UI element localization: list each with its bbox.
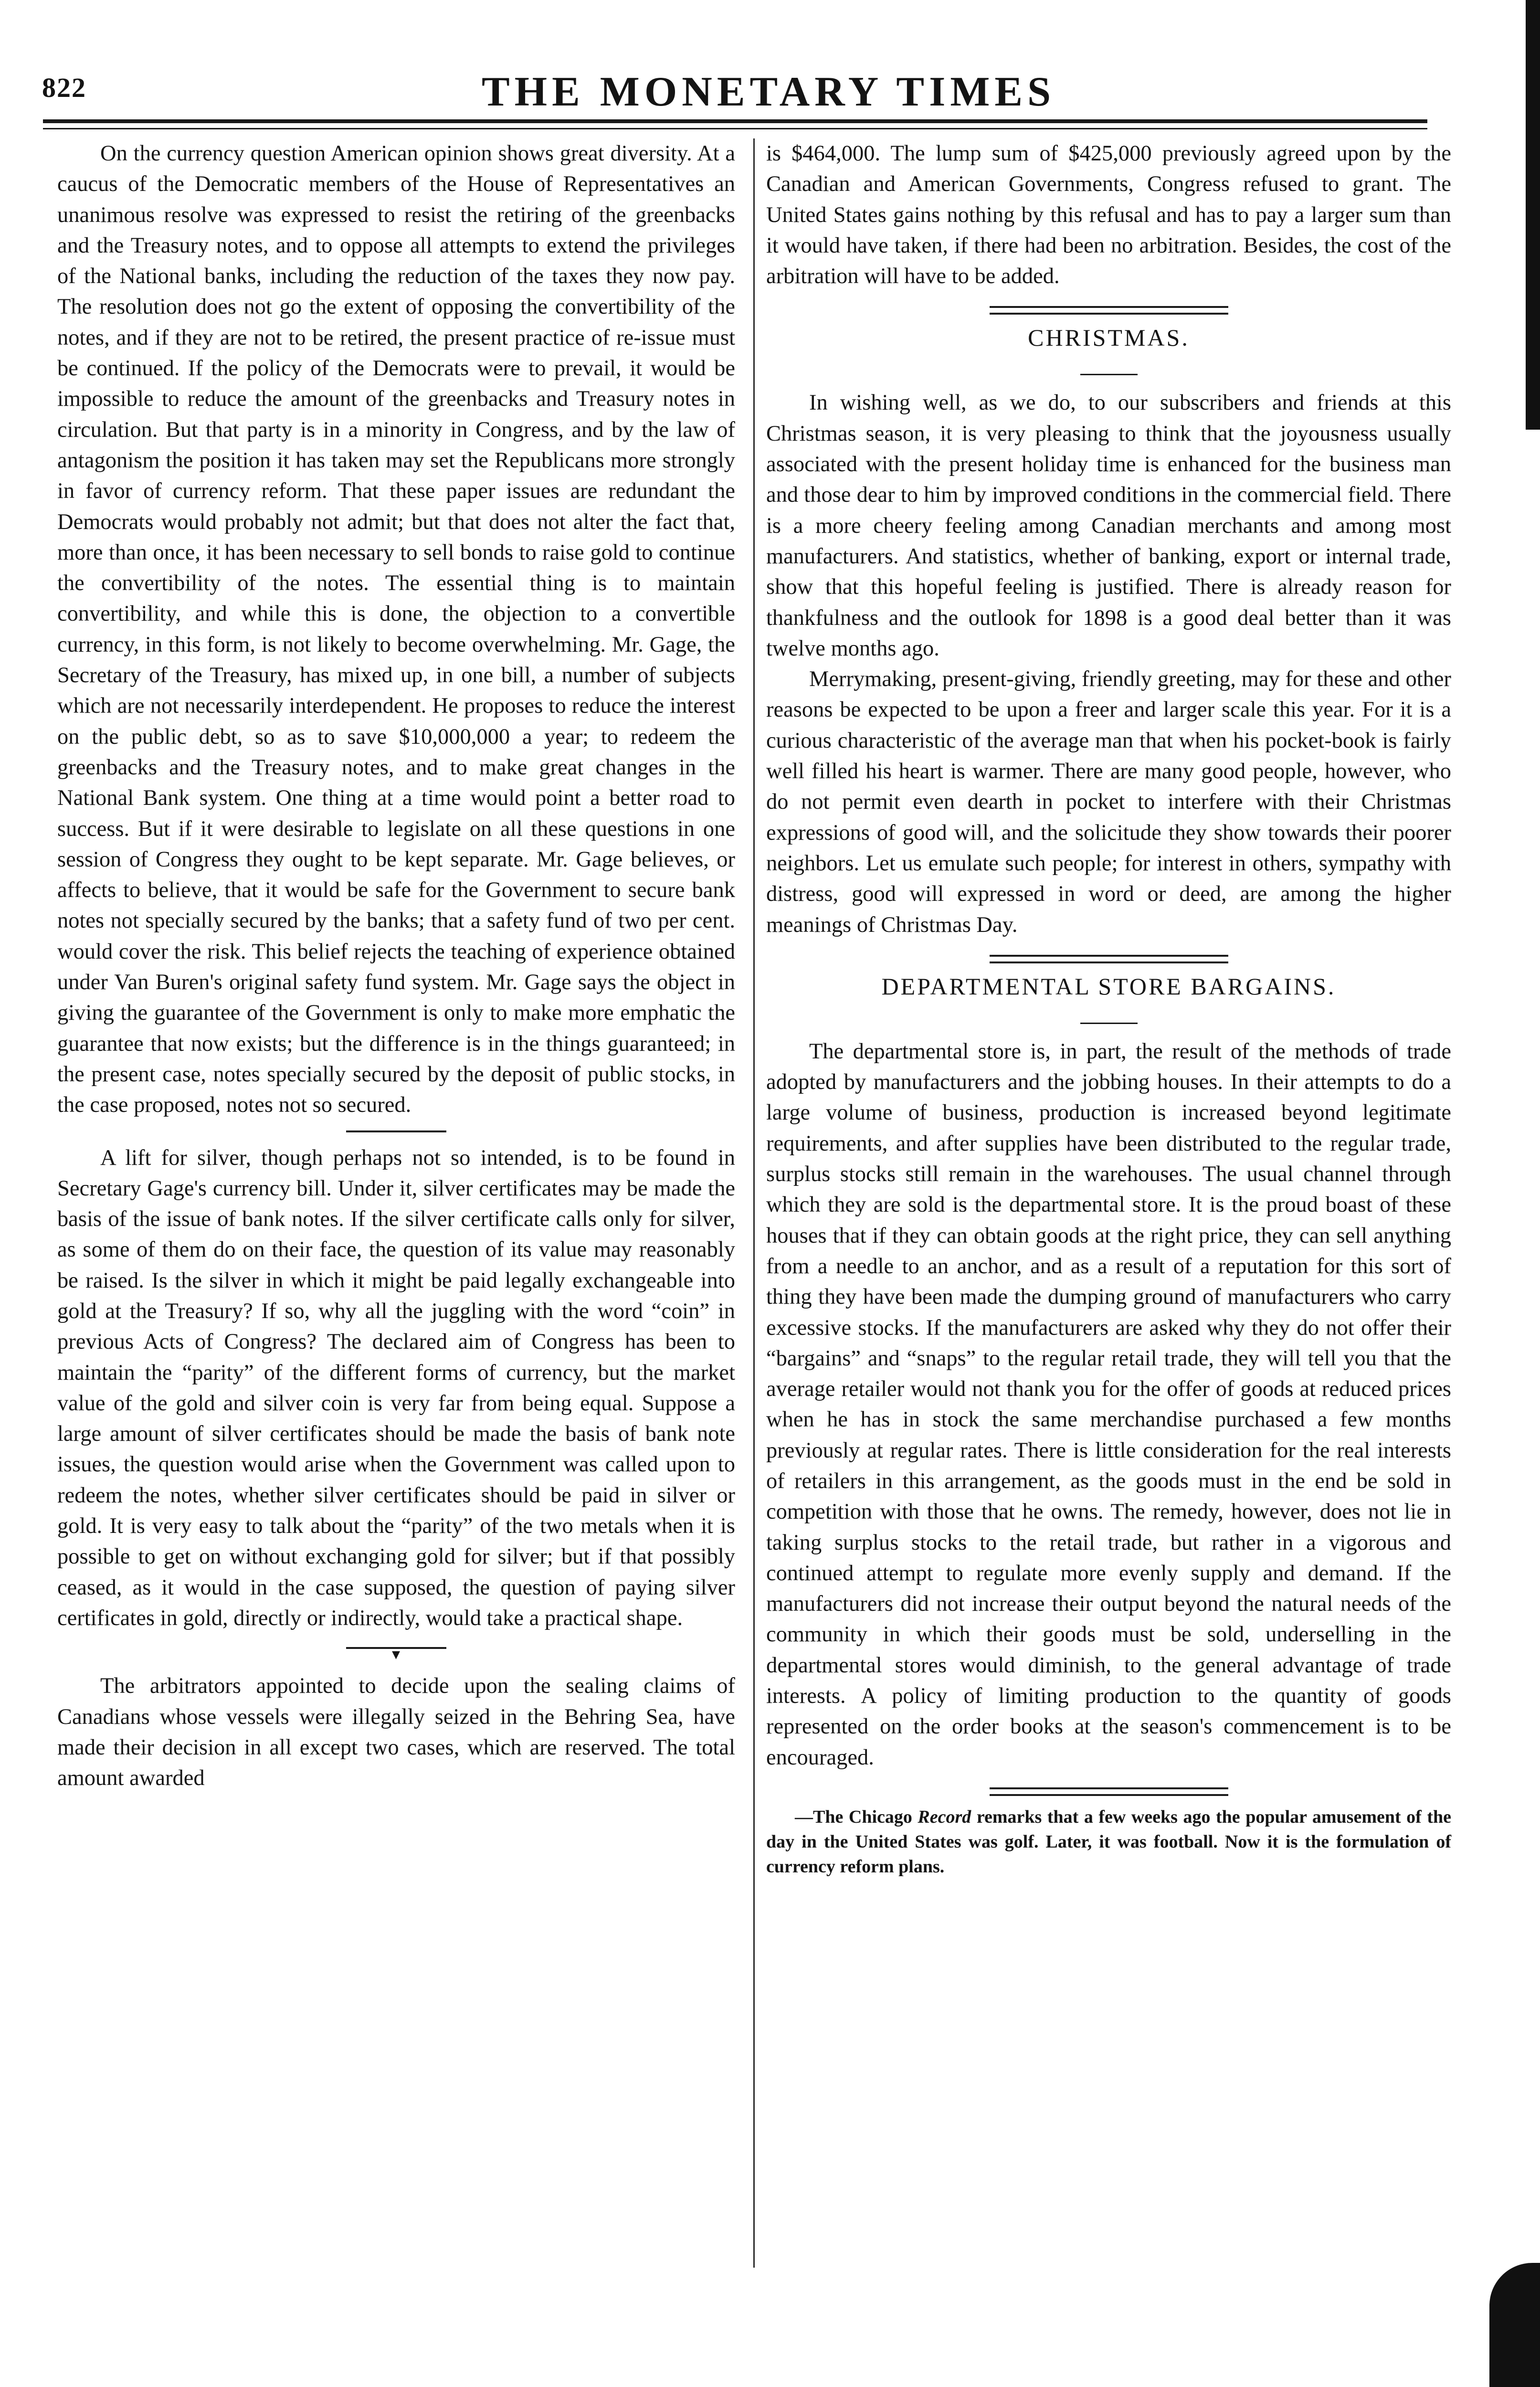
section-double-rule [990,306,1228,315]
section-double-rule [990,955,1228,963]
header-rule-thin [43,128,1427,129]
departmental-stores-paragraph: The departmental store is, in part, the result of the methods of trade adopted by manufacturers and the jobbing houses. In their attempts to do a large volume of business, production is increased beyond legitimate requirements, and after supplies have been distributed to the regular trade, surplus stocks still remain in the warehouses. The usual channel through which they are sold is the departmental store. It is the proud boast of these houses that if they can obtain goods at the right price, they can sell anything from a needle to an anchor, and as a result of a reputation for this sort of thing they have been made the dumping ground of manufacturers who carry excessive stocks. If the manufacturers are asked why they do not offer their “bargains” and “snaps” to the regular retail trade, they will tell you that the average retailer would not thank you for the offer of goods at reduced prices when he has in stock the same merchandise purchased a few months previously at regular rates. There is little consideration for the real interests of retailers in this arrangement, as the goods must in the end be sold in competition with those that he owns. The remedy, however, does not lie in taking surplus stocks to the retail trade, but rather in a vigorous and continued attempt to regulate more evenly supply and demand. If the manufacturers did not increase their output beyond the natural needs of the community in which their goods must be sold, underselling in the departmental stores would diminish, to the general advantage of trade interests. A policy of limiting production to the quantity of goods represented on the order books at the season's commencement is to be encouraged. [766,1039,1451,1770]
page-number: 822 [42,72,86,103]
footnote-rest: remarks that a few weeks ago the popular amusement of the day in the United States was golf. Later, it was football. Now it is the formulation of currency reform plans. [766,1806,1451,1877]
christmas-paragraph-1: In wishing well, as we do, to our subscribers and friends at this Christmas season, it is very pleasing to think that the joyousness usually associated with the present holiday time is enhanced for the business man and those dear to him by improved conditions in the commercial field. There is a more cheery feeling among Canadian merchants and among most manufacturers. And statistics, whether of banking, export or internal trade, show that this hopeful feeling is justified. There is already reason for thankfulness and the outlook for 1898 is a good deal better than it was twelve months ago. [766,391,1451,661]
footnote-publication: Record [918,1806,971,1827]
silver-paragraph: A lift for silver, though perhaps not so intended, is to be found in Secretary Gage's currency bill. Under it, silver certificates may be made the basis of the issue of bank notes. If the silver certificate calls only for silver, as some of them do on their face, the question of its value may reasonably be raised. Is the silver in which it might be paid legally exchangeable into gold at the Treasury? If so, why all the juggling with the word “coin” in previous Acts of Congress? The declared aim of Congress has been to maintain the “parity” of the different forms of currency, but the market value of the gold and silver coin is very far from being equal. Suppose a large amount of silver certificates should be made the basis of bank note issues, the question would arise when the Government was called upon to redeem the notes, whether silver certificates should be paid in silver or gold. It is very easy to talk about the “parity” of the two metals when it is possible to get on without exchanging gold for silver; but if that possibly ceased, as it would in the case supposed, the question of paying silver certificates in gold, directly or indirectly, would take a practical shape. [57,1145,735,1630]
header-rule [43,119,1427,123]
scan-corner-shadow [1489,2263,1540,2387]
footnote-lead: —The Chicago [795,1806,918,1827]
masthead-title: THE MONETARY TIMES [481,69,1056,115]
right-column [766,138,1451,1879]
section-separator [346,1130,446,1132]
arbitrators-paragraph: The arbitrators appointed to decide upon the sealing claims of Canadians whose vessels were illegally seized in the Behring Sea, have made their decision in all except two cases, which are reserved. The total amount awarded [57,1674,735,1791]
heading-underline [1080,374,1138,375]
left-column [57,138,735,1794]
departmental-stores-heading: DEPARTMENTAL STORE BARGAINS. [881,972,1336,1000]
christmas-heading: CHRISTMAS. [1028,324,1190,351]
christmas-paragraph-2: Merrymaking, present-giving, friendly greeting, may for these and other reasons be expected to be upon a freer and larger scale this year. For it is a curious characteristic of the average man that when his pocket-book is fairly well filled his heart is warmer. There are many good people, however, who do not permit even dearth in pocket to interfere with their Christmas expressions of good will, and the solicitude they show towards their poorer neighbors. Let us emulate such people; for interest in others, sympathy with distress, good will expressed in word or deed, are among the higher meanings of Christmas Day. [766,667,1451,937]
arbitration-continuation: is $464,000. The lump sum of $425,000 previously agreed upon by the Canadian and American Governments, Congress refused to grant. The United States gains nothing by this refusal and has to pay a larger sum than it would have taken, if there had been no arbitration. Besides, the cost of the arbitration will have to be added. [766,141,1451,289]
column-divider [753,138,755,2268]
currency-question-paragraph: On the currency question American opinion shows great diversity. At a caucus of the Democratic members of the House of Representatives an unanimous resolve was expressed to resist the retiring of the greenbacks and the Treasury notes, and to oppose all attempts to extend the privileges of the National banks, including the reduction of the taxes they now pay. The resolution does not go the extent of opposing the convertibility of the notes, and if they are not to be retired, the present practice of re-issue must be continued. If the policy of the Democrats were to prevail, it would be impossible to reduce the amount of the greenbacks and Treasury notes in circulation. But that party is in a minority in Congress, and by the law of antagonism the position it has taken may set the Republicans more strongly in favor of currency reform. That these paper issues are redundant the Democrats would probably not admit; but that does not alter the fact that, more than once, it has been necessary to sell bonds to raise gold to continue the convertibility of the notes. The essential thing is to maintain convertibility, and while this is done, the objection to a convertible currency, in this form, is not likely to become overwhelming. Mr. Gage, the Secretary of the Treasury, has mixed up, in one bill, a number of subjects which are not necessarily interdependent. He proposes to reduce the interest on the public debt, so as to save $10,000,000 a year; to redeem the greenbacks and the Treasury notes, and to make great changes in the National Bank system. One thing at a time would point a better road to success. But if it were desirable to legislate on all these questions in one session of Congress they ought to be kept separate. Mr. Gage believes, or affects to believe, that it would be safe for the Government to secure bank notes not specially secured by the banks; that a safety fund of two per cent. would cover the risk. This belief rejects the teaching of experience obtained under Van Buren's original safety fund system. Mr. Gage says the object in giving the guarantee of the Government is only to make more emphatic the guarantee that now exists; but the difference is in the things guaranteed; in the present case, notes specially secured by the deposit of public stocks, in the case proposed, notes not so secured. [57,141,735,1118]
heading-underline [1080,1023,1138,1024]
section-separator-dot: ▾ [346,1642,446,1661]
scan-edge-shadow [1526,0,1540,430]
footnote [766,1805,1451,1879]
section-double-rule [990,1787,1228,1796]
